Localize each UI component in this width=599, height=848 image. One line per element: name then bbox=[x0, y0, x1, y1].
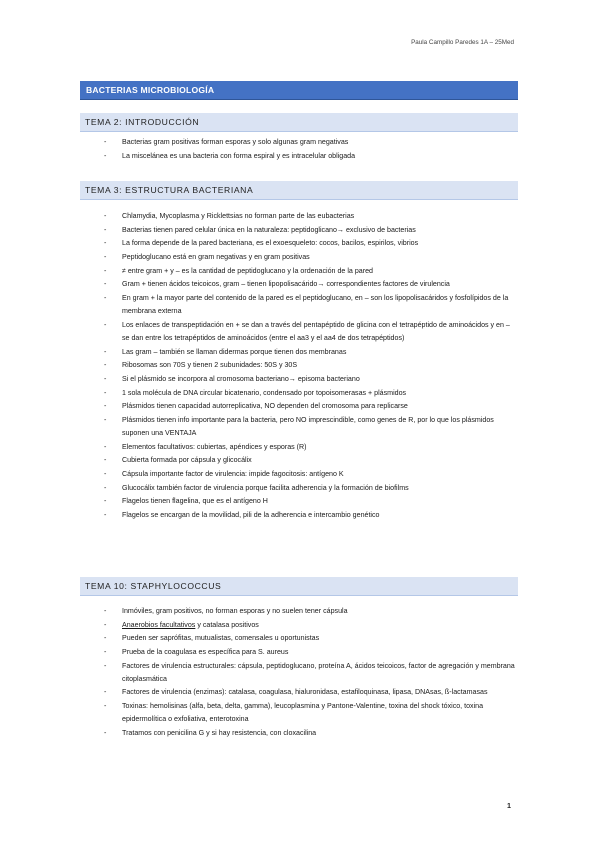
list-item bbox=[80, 210, 518, 223]
list-item-text: Las gram – también se llaman didermas porque tienen dos membranas bbox=[122, 347, 347, 356]
bullet-dash: - bbox=[104, 280, 107, 289]
bullet-dash: - bbox=[104, 294, 107, 303]
list-item-text: Factores de virulencia (enzimas): catalasa, coagulasa, hialuronidasa, estafiloquinasa, lipasa, DNAsas, ß-lactamasas bbox=[122, 688, 488, 697]
list-item-text: La miscelánea es una bacteria con forma espiral y es intracelular obligada bbox=[122, 151, 356, 160]
list-item-text: Factores de virulencia estructurales: cápsula, peptidoglucano, proteína A, ácidos teicoicos, factor de agregación y membrana citoplasmática bbox=[122, 661, 515, 683]
list-item-text: Cápsula importante factor de virulencia: impide fagocitosis: antígeno K bbox=[122, 470, 344, 478]
section-tema-2 bbox=[80, 113, 518, 163]
bullet-list bbox=[80, 210, 518, 522]
list-item bbox=[80, 251, 518, 264]
list-item bbox=[80, 278, 518, 291]
bullet-list bbox=[80, 605, 518, 740]
list-item-text: Los enlaces de transpeptidación en + se dan a través del pentapéptido de glicina con el tetrapéptido de aminoácidos y en – se dan entre los tetrapéptidos de aminoácidos (entre el aa3 y el aa4 de dos tetrapéptidos) bbox=[122, 320, 510, 342]
list-item-text: Glucocálix también factor de virulencia porque facilita adherencia y la formación de biofilms bbox=[122, 483, 409, 492]
bullet-dash: - bbox=[104, 702, 107, 711]
bullet-dash: - bbox=[104, 634, 107, 643]
page-header-author: Paula Campillo Paredes 1A – 25Med bbox=[411, 39, 514, 46]
list-item-underlined-text: Anaerobios facultativos bbox=[122, 620, 196, 629]
list-item bbox=[80, 509, 518, 522]
list-item-text: Bacterias tienen pared celular única en la naturaleza: peptidoglicano→ exclusivo de bacterias bbox=[122, 225, 416, 234]
bullet-dash: - bbox=[104, 456, 107, 465]
section-title: TEMA 3: ESTRUCTURA BACTERIANA bbox=[80, 181, 518, 200]
list-item-text: Pueden ser saprófitas, mutualistas, comensales u oportunistas bbox=[122, 634, 320, 643]
list-item bbox=[80, 150, 518, 163]
bullet-dash: - bbox=[104, 138, 107, 146]
bullet-dash: - bbox=[104, 728, 107, 737]
bullet-dash: - bbox=[104, 374, 107, 383]
list-item bbox=[80, 495, 518, 508]
bullet-dash: - bbox=[104, 151, 107, 160]
bullet-dash: - bbox=[104, 511, 107, 520]
list-item-text: Chlamydia, Mycoplasma y Ricklettsias no forman parte de las eubacterias bbox=[122, 212, 355, 220]
bullet-dash: - bbox=[104, 415, 107, 424]
list-item-text: Cubierta formada por cápsula y glicocálix bbox=[122, 456, 252, 465]
list-item-text: ≠ entre gram + y – es la cantidad de peptidoglucano y la ordenación de la pared bbox=[122, 266, 373, 275]
list-item-text: Bacterias gram positivas forman esporas y solo algunas gram negativas bbox=[122, 138, 349, 146]
list-item bbox=[80, 237, 518, 250]
list-item bbox=[80, 632, 518, 645]
list-item bbox=[80, 454, 518, 467]
bullet-dash: - bbox=[104, 212, 107, 220]
bullet-list bbox=[80, 136, 518, 163]
list-item-text: y catalasa positivos bbox=[195, 620, 259, 629]
bullet-dash: - bbox=[104, 483, 107, 492]
bullet-dash: - bbox=[104, 253, 107, 262]
list-item-text: Plásmidos tienen capacidad autorreplicativa, NO dependen del cromosoma para replicarse bbox=[122, 402, 408, 411]
list-item bbox=[80, 292, 518, 318]
bullet-dash: - bbox=[104, 347, 107, 356]
bullet-dash: - bbox=[104, 388, 107, 397]
list-item bbox=[80, 646, 518, 659]
list-item-text: Tratamos con penicilina G y si hay resistencia, con cloxacilina bbox=[122, 728, 317, 737]
document-title: BACTERIAS MICROBIOLOGÍA bbox=[80, 81, 518, 100]
section-title: TEMA 10: STAPHYLOCOCCUS bbox=[80, 577, 518, 596]
list-item bbox=[80, 414, 518, 440]
list-item-text: Plásmidos tienen info importante para la bacteria, pero NO imprescindible, como genes de R, por lo que los plásmidos suponen una VENTAJA bbox=[122, 415, 494, 437]
page-number: 1 bbox=[507, 801, 511, 810]
list-item bbox=[80, 482, 518, 495]
list-item bbox=[80, 619, 518, 632]
list-item bbox=[80, 224, 518, 237]
list-item bbox=[80, 319, 518, 345]
list-item bbox=[80, 400, 518, 413]
bullet-dash: - bbox=[104, 470, 107, 478]
section-tema-10 bbox=[80, 577, 518, 741]
bullet-dash: - bbox=[104, 648, 107, 657]
list-item bbox=[80, 700, 518, 726]
list-item-text: Flagelos se encargan de la movilidad, pili de la adherencia e intercambio genético bbox=[122, 511, 380, 520]
list-item bbox=[80, 660, 518, 686]
bullet-dash: - bbox=[104, 320, 107, 329]
list-item bbox=[80, 686, 518, 699]
bullet-dash: - bbox=[104, 607, 107, 615]
list-item-text: Flagelos tienen flagelina, que es el antígeno H bbox=[122, 497, 268, 506]
list-item-text: La forma depende de la pared bacteriana, es el exoesqueleto: cocos, bacilos, espirilos, vibrios bbox=[122, 239, 419, 248]
bullet-dash: - bbox=[104, 266, 107, 275]
list-item-text: Gram + tienen ácidos teicoicos, gram – tienen lipopolisacárido→ correspondientes factores de virulencia bbox=[122, 280, 450, 289]
list-item bbox=[80, 373, 518, 386]
section-tema-3 bbox=[80, 181, 518, 523]
list-item bbox=[80, 605, 518, 618]
list-item bbox=[80, 468, 518, 481]
bullet-dash: - bbox=[104, 361, 107, 370]
list-item bbox=[80, 441, 518, 454]
list-item-text: Prueba de la coagulasa es específica para S. aureus bbox=[122, 648, 289, 657]
bullet-dash: - bbox=[104, 239, 107, 248]
list-item bbox=[80, 346, 518, 359]
list-item-text: Si el plásmido se incorpora al cromosoma bacteriano→ episoma bacteriano bbox=[122, 374, 360, 383]
list-item bbox=[80, 387, 518, 400]
list-item bbox=[80, 136, 518, 149]
list-item-text: Peptidoglucano está en gram negativas y en gram positivas bbox=[122, 253, 310, 262]
list-item-text: Inmóviles, gram positivos, no forman esporas y no suelen tener cápsula bbox=[122, 607, 348, 615]
list-item-text: En gram + la mayor parte del contenido de la pared es el peptidoglucano, en – son los lipopolisacáridos y fosfolípidos de la membrana externa bbox=[122, 294, 509, 316]
list-item-text: 1 sola molécula de DNA circular bicatenario, condensado por topoisomerasas + plásmidos bbox=[122, 388, 407, 397]
list-item bbox=[80, 359, 518, 372]
list-item-text: Toxinas: hemolisinas (alfa, beta, delta, gamma), leucoplasmina y Pantone-Valentine, toxina del shock tóxico, toxina epidermolítica o exfoliativa, enterotoxina bbox=[122, 702, 484, 724]
bullet-dash: - bbox=[104, 620, 107, 629]
bullet-dash: - bbox=[104, 225, 107, 234]
bullet-dash: - bbox=[104, 688, 107, 697]
list-item bbox=[80, 727, 518, 740]
list-item-text: Ribosomas son 70S y tienen 2 subunidades: 50S y 30S bbox=[122, 361, 298, 370]
bullet-dash: - bbox=[104, 402, 107, 411]
list-item bbox=[80, 265, 518, 278]
bullet-dash: - bbox=[104, 497, 107, 506]
list-item-text: Elementos facultativos: cubiertas, apéndices y esporas (R) bbox=[122, 442, 307, 451]
bullet-dash: - bbox=[104, 661, 107, 670]
section-title: TEMA 2: INTRODUCCIÓN bbox=[80, 113, 518, 132]
bullet-dash: - bbox=[104, 442, 107, 451]
